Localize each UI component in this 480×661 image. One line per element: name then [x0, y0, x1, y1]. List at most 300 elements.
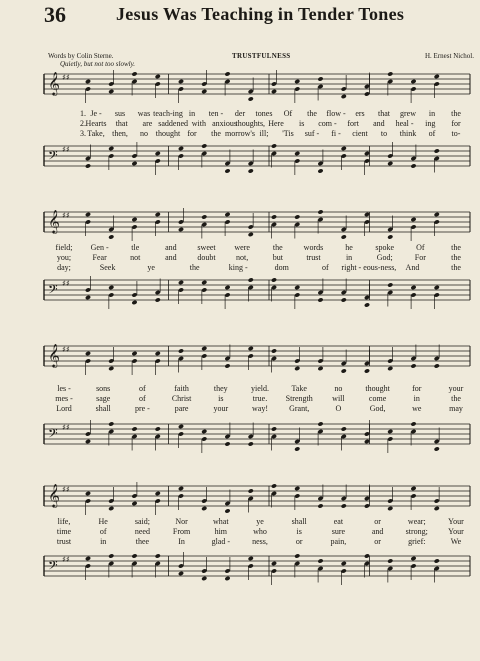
- note-head: [387, 234, 393, 239]
- key-signature-icon: ♯♯: [62, 555, 70, 564]
- lyric-syllable: the: [451, 253, 461, 262]
- treble-staff: [44, 330, 474, 380]
- lyric-syllable: flow -: [326, 109, 346, 118]
- lyric-syllable: day;: [57, 263, 71, 272]
- lyric-syllable: God,: [369, 404, 386, 413]
- lyric-syllable: no: [334, 384, 343, 393]
- lyric-syllable: tones: [255, 109, 273, 118]
- lyric-syllable: then,: [112, 129, 128, 138]
- lyric-syllable: is: [218, 394, 224, 403]
- lyric-syllable: Je -: [90, 109, 102, 118]
- lyric-syllable: were: [234, 243, 250, 252]
- note-head: [224, 168, 230, 173]
- verse-1-lyric-line: [44, 384, 474, 394]
- lyric-syllable: of: [139, 394, 146, 403]
- note-head: [155, 297, 161, 302]
- note-head: [248, 441, 254, 446]
- lyric-syllable: ye: [256, 517, 264, 526]
- lyric-syllable: ye: [147, 263, 155, 272]
- note-head: [131, 351, 137, 356]
- lyric-syllable: sage: [96, 394, 111, 403]
- note-head: [341, 426, 347, 431]
- note-head: [341, 503, 347, 508]
- note-head: [271, 348, 277, 353]
- lyric-syllable: fort: [347, 119, 359, 128]
- note-head: [224, 212, 230, 217]
- note-head: [317, 558, 323, 563]
- lyric-syllable: the: [307, 109, 317, 118]
- note-head: [294, 553, 300, 558]
- lyric-syllable: trust: [56, 537, 72, 546]
- note-head: [85, 295, 91, 300]
- lyric-syllable: Grant,: [289, 404, 310, 413]
- music-system-1: [44, 68, 474, 188]
- lyric-syllable: the: [189, 263, 200, 272]
- note-head: [201, 280, 207, 285]
- lyric-syllable: in: [413, 394, 420, 403]
- lyric-syllable: com -: [318, 119, 337, 128]
- note-head: [387, 366, 393, 371]
- note-head: [201, 143, 207, 148]
- note-head: [410, 486, 416, 491]
- lyric-syllable: may: [449, 404, 463, 413]
- lyric-syllable: tle: [131, 243, 140, 252]
- note-head: [131, 161, 137, 166]
- lyric-syllable: les -: [57, 384, 71, 393]
- note-head: [294, 79, 300, 84]
- lyric-syllable: sweet: [197, 243, 216, 252]
- lyric-syllable: that: [378, 109, 390, 118]
- note-head: [387, 282, 393, 287]
- lyric-syllable: ill;: [259, 129, 269, 138]
- verse-2-lyric-line: [44, 527, 474, 537]
- lyric-syllable: said;: [134, 517, 150, 526]
- note-head: [178, 146, 184, 151]
- note-head: [85, 212, 91, 217]
- note-head: [294, 486, 300, 491]
- lyric-syllable: ten -: [208, 109, 224, 118]
- note-head: [410, 421, 416, 426]
- lyric-syllable: thought: [365, 384, 390, 393]
- lyric-syllable: thee: [135, 537, 150, 546]
- note-head: [248, 168, 254, 173]
- note-head: [271, 483, 277, 488]
- note-head: [410, 363, 416, 368]
- verse-2-lyric-line: [44, 119, 474, 129]
- lyric-syllable: eat: [333, 517, 344, 526]
- lyric-syllable: for: [187, 129, 197, 138]
- lyric-syllable: He: [98, 517, 108, 526]
- lyric-syllable: grief:: [408, 537, 426, 546]
- lyric-syllable: fi -: [331, 129, 341, 138]
- lyric-syllable: mes -: [55, 394, 73, 403]
- note-head: [364, 302, 370, 307]
- lyric-syllable: ing: [425, 119, 436, 128]
- lyric-syllable: 'Tis: [282, 129, 294, 138]
- lyric-syllable: what: [213, 517, 229, 526]
- note-head: [387, 506, 393, 511]
- lyric-syllable: thoughts,: [235, 119, 266, 128]
- key-signature-icon: ♯♯: [62, 345, 70, 354]
- lyric-syllable: to: [380, 129, 388, 138]
- verse-1-lyric-line: [44, 517, 474, 527]
- note-head: [317, 297, 323, 302]
- lyric-syllable: in: [188, 109, 196, 118]
- lyric-syllable: Strength: [285, 394, 313, 403]
- verse-1-lyric-line: [44, 243, 474, 253]
- lyric-syllable: your: [448, 384, 464, 393]
- lyric-syllable: anxious: [212, 119, 238, 128]
- lyric-syllable: the: [451, 263, 461, 272]
- lyric-syllable: he: [345, 243, 353, 252]
- note-head: [155, 553, 161, 558]
- lyric-syllable: in: [428, 109, 436, 118]
- note-head: [108, 89, 114, 94]
- note-head: [364, 368, 370, 373]
- lyric-syllable: in: [100, 537, 107, 546]
- treble-staff: [44, 200, 474, 245]
- note-head: [294, 285, 300, 290]
- note-head: [108, 421, 114, 426]
- note-head: [224, 441, 230, 446]
- music-system-2: [44, 200, 474, 310]
- lyric-syllable: Take: [291, 384, 307, 393]
- lyric-syllable: way!: [252, 404, 268, 413]
- bass-clef-icon: 𝄢: [48, 148, 58, 166]
- lyric-syllable: and: [371, 527, 384, 536]
- note-head: [201, 506, 207, 511]
- note-head: [341, 297, 347, 302]
- note-head: [85, 351, 91, 356]
- lyric-syllable: the: [451, 109, 461, 118]
- note-head: [108, 553, 114, 558]
- note-head: [131, 300, 137, 305]
- lyric-syllable: field;: [55, 243, 73, 252]
- note-head: [131, 501, 137, 506]
- verse-number: 1.: [80, 109, 86, 118]
- note-head: [224, 363, 230, 368]
- bass-staff: [44, 544, 474, 589]
- lyric-syllable: God;: [376, 253, 393, 262]
- note-head: [434, 446, 440, 451]
- note-head: [410, 285, 416, 290]
- note-head: [341, 146, 347, 151]
- lyric-syllable: ers: [355, 109, 365, 118]
- lyric-syllable: dom: [274, 263, 289, 272]
- note-head: [317, 421, 323, 426]
- note-head: [85, 491, 91, 496]
- note-head: [178, 571, 184, 576]
- note-head: [248, 277, 254, 282]
- note-head: [155, 151, 161, 156]
- lyric-syllable: cient: [352, 129, 368, 138]
- note-head: [224, 285, 230, 290]
- lyric-syllable: not: [130, 253, 141, 262]
- note-head: [294, 366, 300, 371]
- lyric-syllable: need: [134, 527, 150, 536]
- note-head: [178, 486, 184, 491]
- note-head: [155, 426, 161, 431]
- key-signature-icon: ♯♯: [62, 211, 70, 220]
- lyric-syllable: pare: [174, 404, 189, 413]
- note-head: [387, 558, 393, 563]
- lyric-syllable: that: [115, 119, 128, 128]
- lyric-syllable: they: [213, 384, 228, 393]
- lyric-syllable: We: [450, 537, 462, 546]
- lyric-syllable: spoke: [375, 243, 395, 252]
- note-head: [201, 576, 207, 581]
- note-head: [317, 503, 323, 508]
- lyric-syllable: shall: [95, 404, 111, 413]
- verse-number: 2.: [80, 119, 86, 128]
- lyric-syllable: or: [374, 537, 381, 546]
- lyric-syllable: the: [451, 394, 461, 403]
- lyric-syllable: think: [399, 129, 417, 138]
- note-head: [155, 491, 161, 496]
- note-head: [271, 426, 277, 431]
- note-head: [201, 346, 207, 351]
- treble-staff: [44, 68, 474, 108]
- lyric-syllable: is: [299, 119, 305, 128]
- note-head: [85, 79, 91, 84]
- note-head: [108, 285, 114, 290]
- tempo-marking: Quietly, but not too slowly.: [60, 60, 136, 68]
- note-head: [387, 71, 393, 76]
- verse-number: 3.: [80, 129, 86, 138]
- lyric-syllable: ness,: [252, 537, 268, 546]
- note-head: [108, 234, 114, 239]
- lyric-syllable: Of: [283, 109, 293, 118]
- note-head: [224, 508, 230, 513]
- verse-2-lyric-line: [44, 394, 474, 404]
- note-head: [317, 366, 323, 371]
- note-head: [85, 163, 91, 168]
- lyric-syllable: Here: [268, 119, 284, 128]
- lyric-syllable: of: [139, 384, 146, 393]
- lyric-syllable: will: [332, 394, 345, 403]
- lyric-syllable: thought: [155, 129, 181, 138]
- note-head: [434, 363, 440, 368]
- lyric-syllable: Take,: [87, 129, 105, 138]
- key-signature-icon: ♯♯: [62, 485, 70, 494]
- note-head: [434, 148, 440, 153]
- treble-clef-icon: 𝄞: [48, 483, 60, 507]
- lyric-syllable: wear;: [407, 517, 426, 526]
- lyric-syllable: Fear: [92, 253, 107, 262]
- lyric-syllable: and: [165, 243, 177, 252]
- lyric-syllable: In: [178, 537, 185, 546]
- lyric-syllable: strong;: [405, 527, 428, 536]
- lyric-syllable: true.: [252, 394, 268, 403]
- lyric-syllable: we: [412, 404, 422, 413]
- lyric-syllable: sons: [96, 384, 111, 393]
- key-signature-icon: ♯♯: [62, 145, 70, 154]
- note-head: [410, 163, 416, 168]
- note-head: [85, 439, 91, 444]
- lyric-syllable: Nor: [175, 517, 188, 526]
- lyric-syllable: is: [296, 527, 302, 536]
- note-head: [178, 348, 184, 353]
- note-head: [271, 561, 277, 566]
- lyric-syllable: sus: [114, 109, 126, 118]
- lyric-syllable: of: [321, 263, 329, 272]
- lyric-syllable: saddened: [158, 119, 189, 128]
- lyric-syllable: Of: [416, 243, 425, 252]
- note-head: [108, 366, 114, 371]
- treble-clef-icon: 𝄞: [48, 209, 60, 233]
- treble-clef-icon: 𝄞: [48, 343, 60, 367]
- lyric-syllable: From: [172, 527, 191, 536]
- lyric-syllable: For: [414, 253, 426, 262]
- lyric-syllable: grew: [400, 109, 416, 118]
- note-head: [294, 151, 300, 156]
- note-head: [410, 217, 416, 222]
- lyric-syllable: glad -: [211, 537, 231, 546]
- note-head: [201, 429, 207, 434]
- note-head: [271, 277, 277, 282]
- note-head: [387, 161, 393, 166]
- lyric-syllable: words: [303, 243, 324, 252]
- lyric-syllable: for: [451, 119, 461, 128]
- note-head: [85, 556, 91, 561]
- lyric-syllable: trust: [306, 253, 321, 262]
- note-head: [434, 506, 440, 511]
- lyric-syllable: life,: [57, 517, 71, 526]
- note-head: [201, 214, 207, 219]
- bass-clef-icon: 𝄢: [48, 558, 58, 576]
- lyric-syllable: are: [142, 119, 153, 128]
- note-head: [248, 488, 254, 493]
- note-head: [294, 214, 300, 219]
- lyric-syllable: to-: [451, 129, 461, 138]
- lyric-syllable: morrow's: [225, 129, 255, 138]
- lyric-syllable: of: [428, 129, 436, 138]
- lyric-syllable: with: [191, 119, 206, 128]
- lyric-syllable: And: [405, 263, 420, 272]
- lyric-syllable: and: [373, 119, 385, 128]
- note-head: [294, 446, 300, 451]
- lyric-syllable: time: [56, 527, 72, 536]
- tune-name: TRUSTFULNESS: [232, 52, 291, 60]
- key-signature-icon: ♯♯: [62, 73, 70, 82]
- lyric-syllable: doubt: [197, 253, 216, 262]
- lyric-syllable: right - eous-ness,: [341, 263, 397, 272]
- note-head: [434, 558, 440, 563]
- lyric-syllable: of: [99, 527, 107, 536]
- note-head: [131, 217, 137, 222]
- lyric-syllable: who: [253, 527, 267, 536]
- note-head: [108, 146, 114, 151]
- note-head: [178, 227, 184, 232]
- note-head: [317, 209, 323, 214]
- note-head: [108, 506, 114, 511]
- lyric-syllable: der: [234, 109, 246, 118]
- lyric-syllable: or: [374, 517, 381, 526]
- lyric-syllable: or: [295, 537, 303, 546]
- music-credit: H. Ernest Nichol.: [425, 52, 474, 60]
- lyric-syllable: not,: [236, 253, 249, 262]
- lyric-syllable: the: [272, 243, 283, 252]
- lyric-syllable: shall: [291, 517, 307, 526]
- lyric-syllable: faith: [174, 384, 189, 393]
- note-head: [317, 168, 323, 173]
- lyric-syllable: Your: [448, 517, 464, 526]
- verse-2-lyric-line: [44, 253, 474, 263]
- treble-staff: [44, 474, 474, 519]
- lyric-syllable: for: [412, 384, 422, 393]
- lyric-syllable: was: [137, 109, 151, 118]
- note-head: [131, 71, 137, 76]
- key-signature-icon: ♯♯: [62, 423, 70, 432]
- note-head: [131, 426, 137, 431]
- lyric-syllable: yield.: [251, 384, 269, 393]
- lyric-syllable: come: [368, 394, 387, 403]
- note-head: [341, 94, 347, 99]
- music-system-3: [44, 330, 474, 450]
- key-signature-icon: ♯♯: [62, 279, 70, 288]
- note-head: [434, 285, 440, 290]
- lyric-syllable: the: [211, 129, 221, 138]
- note-head: [248, 556, 254, 561]
- lyric-syllable: and: [165, 253, 177, 262]
- lyric-syllable: suf -: [304, 129, 320, 138]
- note-head: [387, 429, 393, 434]
- note-head: [410, 556, 416, 561]
- bass-clef-icon: 𝄢: [48, 282, 58, 300]
- note-head: [434, 74, 440, 79]
- note-head: [131, 553, 137, 558]
- bass-clef-icon: 𝄢: [48, 426, 58, 444]
- words-credit: Words by Colin Sterne.: [48, 52, 114, 60]
- note-head: [434, 212, 440, 217]
- note-head: [271, 143, 277, 148]
- bass-staff: [44, 410, 474, 455]
- note-head: [317, 76, 323, 81]
- note-head: [248, 346, 254, 351]
- lyric-syllable: pre -: [134, 404, 150, 413]
- note-head: [341, 368, 347, 373]
- bass-staff: [44, 136, 474, 181]
- lyric-syllable: O: [335, 404, 342, 413]
- note-head: [224, 71, 230, 76]
- verse-1-lyric-line: [44, 109, 474, 119]
- note-head: [341, 561, 347, 566]
- lyric-syllable: Christ: [171, 394, 192, 403]
- lyric-syllable: your: [213, 404, 229, 413]
- note-head: [341, 234, 347, 239]
- note-head: [224, 576, 230, 581]
- lyric-syllable: heal -: [395, 119, 414, 128]
- note-head: [155, 212, 161, 217]
- note-head: [271, 214, 277, 219]
- page-number: 36: [44, 2, 66, 27]
- treble-clef-icon: 𝄞: [48, 71, 60, 95]
- lyric-syllable: Hearts: [85, 119, 107, 128]
- lyric-syllable: Your: [448, 527, 464, 536]
- lyric-syllable: teach-ing: [153, 109, 183, 118]
- note-head: [248, 96, 254, 101]
- lyric-syllable: Seek: [99, 263, 116, 272]
- lyric-syllable: pain,: [330, 537, 347, 546]
- lyric-syllable: no: [140, 129, 148, 138]
- note-head: [155, 74, 161, 79]
- note-head: [155, 351, 161, 356]
- note-head: [178, 280, 184, 285]
- lyric-syllable: the: [451, 243, 461, 252]
- note-head: [410, 79, 416, 84]
- note-head: [178, 79, 184, 84]
- lyric-syllable: sure: [331, 527, 346, 536]
